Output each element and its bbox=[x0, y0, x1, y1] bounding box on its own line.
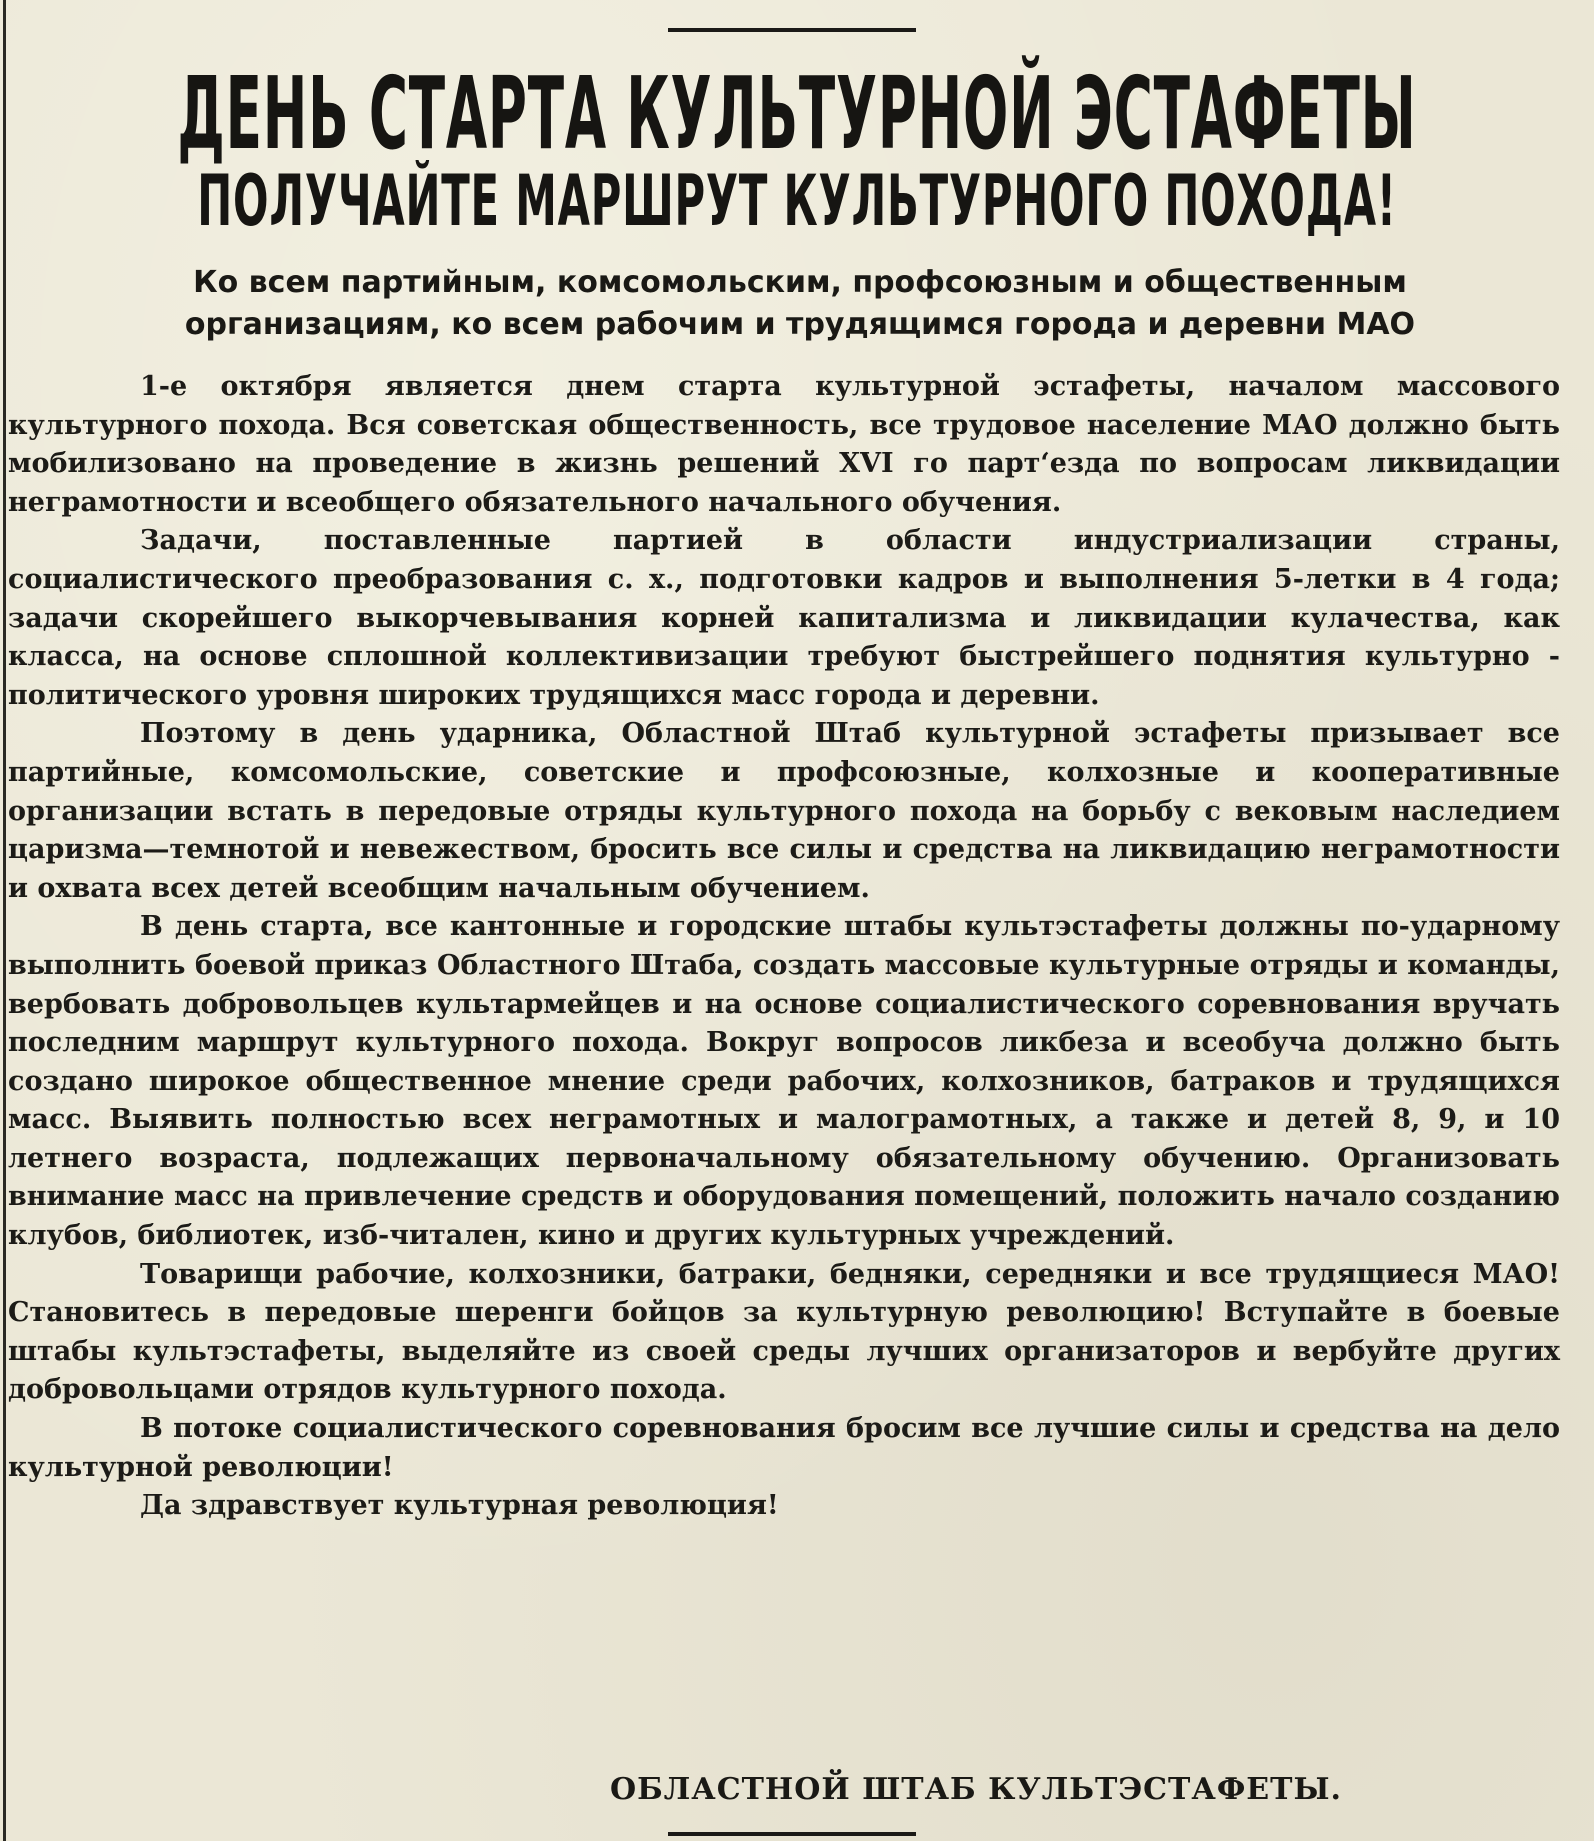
paragraph-6: В потоке социалистического соревнования бросим все лучшие силы и средства на дело культурной революции! bbox=[8, 1413, 1560, 1483]
headline-line-1: ДЕНЬ СТАРТА КУЛЬТУРНОЙ ЭСТАФЕТЫ bbox=[177, 56, 1417, 173]
subheading-line-1: Ко всем партийным, комсомольским, профсоюзным и общественным bbox=[193, 265, 1407, 300]
paragraph-4: В день старта, все кантонные и городские штабы культэстафеты должны по-ударному выполнить боевой приказ Областного Штаба, создать массовые культурные отряды и команды, вербовать добровольцев культармейцев и на основе социалистического соревнования вручать последним маршрут культурного похода. Вокруг вопросов ликбеза и всеобуча должно быть создано широкое общественное мнение среди рабочих, колхозников, батраков и трудящихся масс. Выявить полностью всех неграмотных и малограмотных, а также и детей 8, 9, и 10 летнего возраста, подлежащих первоначальному обязательному обучению. Организовать внимание масс на привлечение средств и оборудования помещений, положить начало созданию клубов, библиотек, изб-читален, кино и других культурных учреждений. bbox=[8, 911, 1560, 1252]
subheading bbox=[60, 262, 1540, 346]
article-body bbox=[8, 368, 1560, 1526]
bottom-rule bbox=[668, 1832, 916, 1836]
paragraph-7: Да здравствует культурная революция! bbox=[140, 1490, 779, 1522]
signature: ОБЛАСТНОЙ ШТАБ КУЛЬТЭСТАФЕТЫ. bbox=[610, 1772, 1342, 1807]
subheading-line-2: организациям, ко всем рабочим и трудящимся города и деревни МАО bbox=[184, 307, 1416, 342]
paragraph-5: Товарищи рабочие, колхозники, батраки, бедняки, середняки и все трудящиеся МАО! Становитесь в передовые шеренги бойцов за культурную революцию! Вступайте в боевые штабы культэстафеты, выделяйте из своей среды лучших организаторов и вербуйте других добровольцами отрядов культурного похода. bbox=[8, 1258, 1560, 1406]
page-left-border bbox=[3, 0, 6, 1841]
top-rule bbox=[668, 28, 916, 32]
paragraph-1: 1-е октября является днем старта культурной эстафеты, началом массового культурного похода. Вся советская общественность, все трудовое население МАО должно быть мобилизовано на проведение в жизнь решений XVI го парт‘езда по вопросам ликвидации неграмотности и всеобщего обязательного начального обучения. bbox=[8, 371, 1560, 518]
headline-line-2: ПОЛУЧАЙТЕ МАРШРУТ КУЛЬТУРНОГО ПОХОДА! bbox=[197, 160, 1397, 242]
paragraph-3: Поэтому в день ударника, Областной Штаб культурной эстафеты призывает все партийные, комсомольские, советские и профсоюзные, колхозные и кооперативные организации встать в передовые отряды культурного похода на борьбу с вековым наследием царизма—темнотой и невежеством, бросить все силы и средства на ликвидацию неграмотности и охвата всех детей всеобщим начальным обучением. bbox=[8, 718, 1560, 904]
paragraph-2: Задачи, поставленные партией в области индустриализации страны, социалистического преобразования с. х., подготовки кадров и выполнения 5-летки в 4 года; задачи скорейшего выкорчевывания корней капитализма и ликвидации кулачества, как класса, на основе сплошной коллективизации требуют быстрейшего поднятия культурно - политического уровня широких трудящихся масс города и деревни. bbox=[8, 525, 1560, 711]
